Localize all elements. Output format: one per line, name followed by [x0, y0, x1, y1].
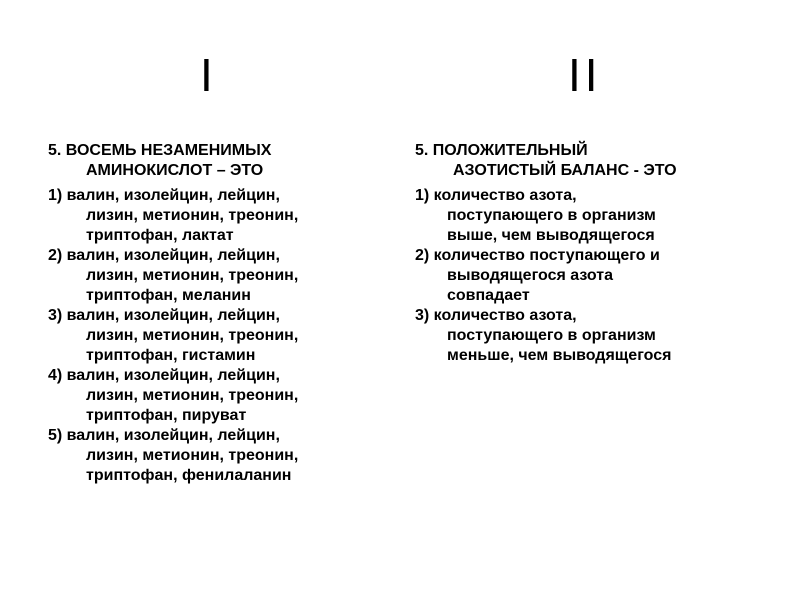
option-line: лизин, метионин, треонин,: [86, 327, 299, 344]
answer-option: [48, 426, 378, 486]
option-line: триптофан, меланин: [86, 287, 251, 304]
option-line: 1) количество азота,: [415, 187, 577, 204]
answer-option: [415, 186, 755, 246]
option-line: триптофан, лактат: [86, 227, 234, 244]
option-line: 1) валин, изолейцин, лейцин,: [48, 187, 280, 204]
option-line: 2) валин, изолейцин, лейцин,: [48, 247, 280, 264]
option-line: поступающего в организм: [447, 327, 656, 344]
question-column-2: [415, 141, 755, 366]
option-line: лизин, метионин, треонин,: [86, 387, 299, 404]
option-line: 2) количество поступающего и: [415, 247, 660, 264]
answer-option: [48, 186, 378, 246]
answer-option: [415, 306, 755, 366]
option-line: лизин, метионин, треонин,: [86, 447, 299, 464]
question-title-line: АЗОТИСТЫЙ БАЛАНС - ЭТО: [453, 162, 677, 179]
option-line: 3) валин, изолейцин, лейцин,: [48, 307, 280, 324]
answer-option: [48, 306, 378, 366]
answer-option: [48, 366, 378, 426]
option-line: выводящегося азота: [447, 267, 614, 284]
question-title: [48, 141, 378, 181]
option-line: меньше, чем выводящегося: [447, 347, 672, 364]
option-line: триптофан, фенилаланин: [86, 467, 292, 484]
option-line: выше, чем выводящегося: [447, 227, 655, 244]
option-line: лизин, метионин, треонин,: [86, 207, 299, 224]
option-line: триптофан, пируват: [86, 407, 247, 424]
question-column-1: [48, 141, 378, 486]
question-title: [415, 141, 755, 181]
question-title-line: АМИНОКИСЛОТ – ЭТО: [86, 162, 264, 179]
answer-option: [48, 246, 378, 306]
answer-options: [48, 186, 378, 486]
column-2-numeral: II: [568, 49, 602, 101]
option-line: 4) валин, изолейцин, лейцин,: [48, 367, 280, 384]
option-line: триптофан, гистамин: [86, 347, 256, 364]
option-line: 5) валин, изолейцин, лейцин,: [48, 427, 280, 444]
answer-option: [415, 246, 755, 306]
option-line: 3) количество азота,: [415, 307, 577, 324]
option-line: совпадает: [447, 287, 530, 304]
option-line: лизин, метионин, треонин,: [86, 267, 299, 284]
column-1-numeral: I: [200, 49, 217, 101]
question-title-line: 5. ПОЛОЖИТЕЛЬНЫЙ: [415, 142, 588, 159]
answer-options: [415, 186, 755, 366]
question-title-line: 5. ВОСЕМЬ НЕЗАМЕНИМЫХ: [48, 142, 272, 159]
option-line: поступающего в организм: [447, 207, 656, 224]
